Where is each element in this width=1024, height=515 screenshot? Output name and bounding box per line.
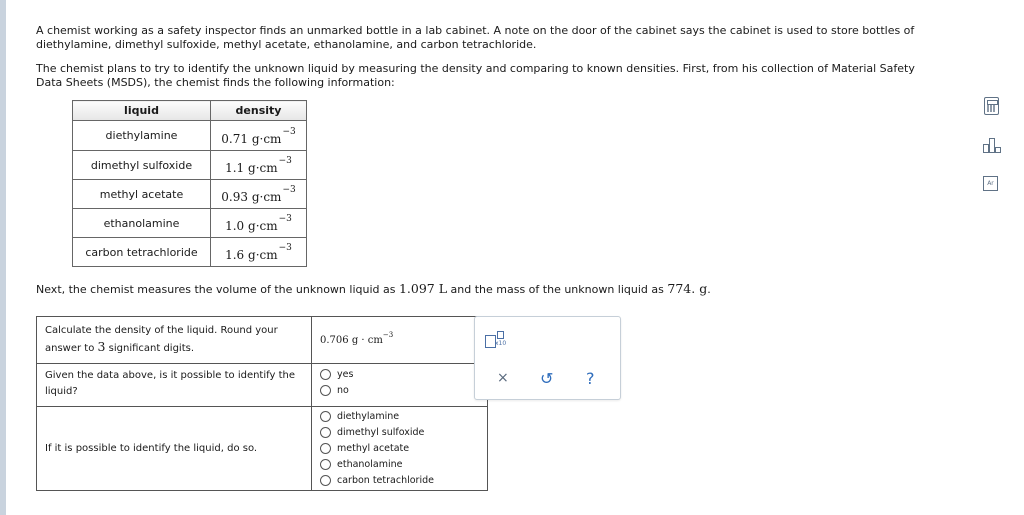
x10-label: x10 (495, 340, 507, 347)
left-edge-bar (0, 0, 6, 515)
measurement-paragraph: Next, the chemist measures the volume of the unknown liquid as 1.097 L and the mass of the unknown liquid as 774. g. (36, 281, 711, 296)
density-cell: 1.0 $g\cdot cm^{-3}$ (211, 209, 307, 238)
question-identify: Given the data above, is it possible to identify the liquid? (37, 364, 312, 407)
radio-circle[interactable] (320, 459, 331, 470)
volume-value: 1.097 L (398, 281, 448, 296)
data-chart-icon[interactable] (983, 137, 999, 153)
msds-table (72, 100, 307, 267)
header-liquid: liquid (73, 101, 211, 121)
liquid-options (312, 407, 488, 491)
radio-no[interactable]: no (320, 382, 479, 398)
msds-header-row (73, 101, 307, 121)
radio-circle[interactable] (320, 427, 331, 438)
density-cell: 0.71 $g\cdot cm^{-3}$ (211, 121, 307, 151)
density-cell: 0.93 $g\cdot cm^{-3}$ (211, 180, 307, 209)
answer-tool-panel (474, 316, 621, 400)
question-row-identify (37, 364, 488, 407)
liquid-name: diethylamine (73, 121, 211, 151)
radio-circle[interactable] (320, 369, 331, 380)
mass-value: 774. g (667, 281, 708, 296)
calculator-keys (987, 105, 996, 112)
table-row (73, 180, 307, 209)
radio-dimethyl-sulfoxide[interactable]: dimethyl sulfoxide (320, 424, 479, 440)
question-density: Calculate the density of the liquid. Round your answer to 3 significant digits. (37, 317, 312, 364)
question-liquid: If it is possible to identify the liquid, do so. (37, 407, 312, 491)
table-row (73, 121, 307, 151)
header-density: density (211, 101, 307, 121)
radio-methyl-acetate[interactable]: methyl acetate (320, 440, 479, 456)
radio-diethylamine[interactable]: diethylamine (320, 408, 479, 424)
radio-circle[interactable] (320, 443, 331, 454)
density-cell: 1.6 $g\cdot cm^{-3}$ (211, 238, 307, 267)
scientific-notation-button[interactable] (485, 331, 505, 347)
radio-yes[interactable]: yes (320, 366, 479, 382)
liquid-name: ethanolamine (73, 209, 211, 238)
clear-button[interactable]: × (497, 370, 509, 386)
radio-ethanolamine[interactable]: ethanolamine (320, 456, 479, 472)
table-row (73, 209, 307, 238)
table-row (73, 151, 307, 180)
exponent-box-icon (497, 331, 504, 339)
help-button[interactable]: ? (586, 369, 595, 388)
calculator-icon[interactable] (984, 97, 999, 115)
radio-circle[interactable] (320, 411, 331, 422)
radio-circle[interactable] (320, 475, 331, 486)
radio-carbon-tetrachloride[interactable]: carbon tetrachloride (320, 472, 479, 488)
liquid-name: carbon tetrachloride (73, 238, 211, 267)
intro-paragraph-1: A chemist working as a safety inspector finds an unmarked bottle in a lab cabinet. A note on the door of the cabinet says the cabinet is used to store bottles of diethylamine, dimethyl sulfoxide, methyl acetate, ethanolamine, and carbon tetrachloride. (36, 24, 915, 51)
liquid-name: methyl acetate (73, 180, 211, 209)
question-row-density (37, 317, 488, 364)
question-table (36, 316, 488, 491)
radio-circle[interactable] (320, 385, 331, 396)
periodic-table-icon[interactable]: Ar (983, 176, 998, 191)
density-cell: 1.1 $g\cdot cm^{-3}$ (211, 151, 307, 180)
table-row (73, 238, 307, 267)
density-answer-input[interactable]: 0.706 $g \cdot cm^{-3}$ (312, 317, 488, 364)
liquid-name: dimethyl sulfoxide (73, 151, 211, 180)
intro-paragraph-2: The chemist plans to try to identify the unknown liquid by measuring the density and comparing to known densities. First, from his collection of Material Safety Data Sheets (MSDS), the chemist finds the following information: (36, 62, 915, 89)
question-row-liquid (37, 407, 488, 491)
identify-options (312, 364, 488, 407)
undo-button[interactable]: ↺ (540, 369, 554, 388)
